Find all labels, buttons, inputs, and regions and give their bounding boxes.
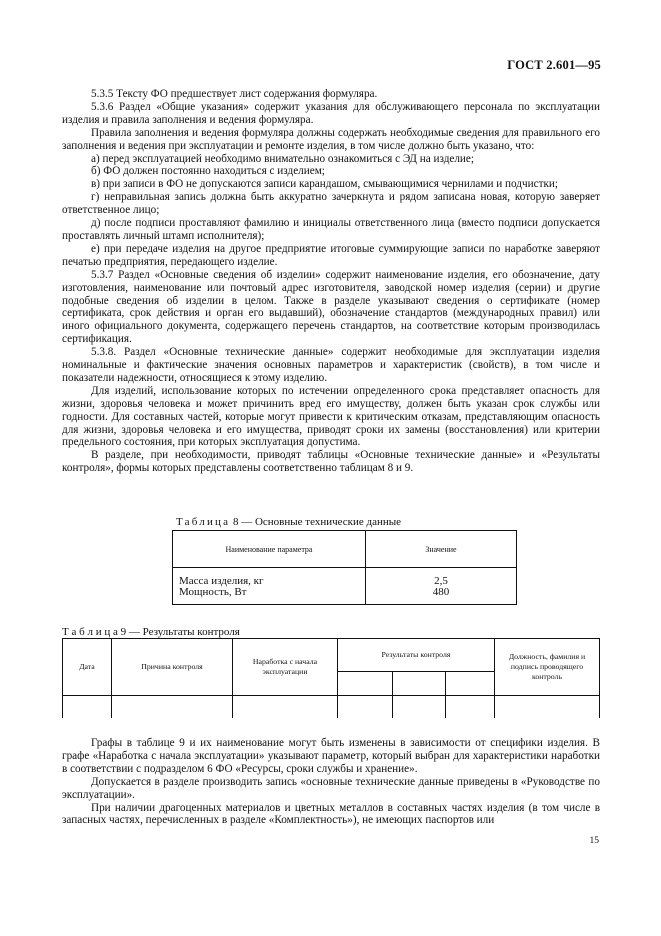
table9-empty-cell [338, 696, 393, 719]
table9-empty-cell [495, 696, 600, 719]
paragraph-5-3-6: 5.3.6 Раздел «Общие указания» содержит указания для обслуживающего персонала по эксплуатации изделия и правила заполнения и ведения формуляра. [62, 100, 600, 126]
table8-caption-word: Таблица [176, 516, 231, 528]
paragraph-precious-metals: При наличии драгоценных материалов и цветных металлов в составных частях изделия (в том числе в запасных частях, перечисленных в разделе «Комплектность»), не имеющих паспортов или [62, 801, 600, 827]
table9-result-subcol [393, 672, 446, 696]
list-item-b: б) ФО должен постоянно находиться с изделием; [91, 165, 325, 178]
paragraph-tables-intro: В разделе, при необходимости, приводят таблицы «Основные технические данные» и «Результаты контроля», формы которых представлены соответственно таблицам 8 и 9. [62, 449, 600, 475]
paragraph-5-3-8: 5.3.8. Раздел «Основные технические данные» содержит необходимые для эксплуатации изделия номинальные и фактические значения основных параметров и характеристик (свойств), в том числе и показатели надежности, относящиеся к этому изделию. [62, 346, 600, 384]
page-number: 15 [589, 836, 599, 846]
table8-caption-title: 8 — Основные технические данные [232, 516, 402, 528]
paragraph-5-3-5: 5.3.5 Тексту ФО предшествует лист содержания формуляра. [91, 88, 378, 100]
table9-empty-cell [446, 696, 495, 719]
table9-caption: Т а б л и ц а 9 — Результаты контроля [62, 626, 240, 638]
table9-result-subcol [338, 672, 393, 696]
table9-header-results: Результаты контроля [338, 639, 495, 672]
table8-param-names: Масса изделия, кг Мощность, Вт [173, 568, 366, 605]
table8-header-value: Значение [366, 531, 517, 568]
document-code: ГОСТ 2.601—95 [507, 58, 601, 72]
table8-header-param: Наименование параметра [173, 531, 366, 568]
paragraph-5-3-7: 5.3.7 Раздел «Основные сведения об изделии» содержит наименование изделия, его обозначение, дату изготовления, наименование или почтовый адрес изготовителя, заводской номер изделия (серии) и другие подобные сведения об изделии в целом. Также в разделе указывают сведения о сертификате (номер сертификата, срок действия и орган его выдавший), обозначение стандартов (международных правил) или иного официального документа, содержащего перечень стандартов, на соответствие которым производилась сертификация. [62, 268, 600, 346]
table9-empty-cell [112, 696, 233, 719]
table9-header-reason: Причина контроля [112, 639, 233, 696]
list-item-g: г) неправильная запись должна быть аккуратно зачеркнута и рядом записана новая, которую заверяет ответственное лицо; [62, 191, 600, 217]
table9-empty-cell [63, 696, 112, 719]
table9-empty-cell [233, 696, 338, 719]
table9-header-runtime: Наработка с начала эксплуатации [233, 639, 338, 696]
list-item-e: е) при передаче изделия на другое предприятие итоговые суммирующие записи по наработке заверяют печатью предприятия, передающего изделие. [62, 242, 600, 268]
list-item-d: д) после подписи проставляют фамилию и инициалы ответственного лица (вместо подписи допускается проставлять личный штамп исполнителя); [62, 217, 600, 242]
table8-technical-data [172, 530, 517, 605]
table8-caption [176, 516, 401, 528]
body-text-upper [62, 88, 600, 475]
table9-control-results [62, 638, 600, 718]
body-text-lower [62, 737, 600, 827]
list-item-a: а) перед эксплуатацией необходимо внимательно ознакомиться с ЭД на изделие; [91, 152, 474, 165]
table8-param-values: 2,5 480 [366, 568, 517, 605]
paragraph-columns-change: Графы в таблице 9 и их наименование могут быть изменены в зависимости от специфики изделия. В графе «Наработка с начала эксплуатации» указывают параметр, который выбран для характеристики наработки в соответствии с подразделом 6 ФО «Ресурсы, сроки службы и хранение». [62, 737, 600, 775]
list-item-v: в) при записи в ФО не допускаются записи карандашом, смывающимися чернилами и подчистки; [91, 178, 558, 191]
paragraph-rules: Правила заполнения и ведения формуляра должны содержать необходимые сведения для правильного его заполнения и ведения при эксплуатации и ремонте изделия, в том числе должно быть указано, что: [62, 126, 600, 152]
paragraph-allowed-record: Допускается в разделе производить запись «основные технические данные приведены в «Руководстве по эксплуатации». [62, 775, 600, 801]
table9-header-date: Дата [63, 639, 112, 696]
table9-empty-cell [393, 696, 446, 719]
table9-header-position: Должность, фамилия и подпись проводящего контроль [495, 639, 600, 696]
table9-result-subcol [446, 672, 495, 696]
paragraph-service-life: Для изделий, использование которых по истечении определенного срока представляет опасность для жизни, здоровья человека и может причинить вред его имуществу, должен быть указан срок службы или годности. Для составных частей, которые могут привести к критическим отказам, представляющим опасность для жизни, здоровья человека и его имущества, приводят сроки их замены (восстановления) или критерии предельного состояния, при которых эксплуатация допустима. [62, 384, 600, 449]
